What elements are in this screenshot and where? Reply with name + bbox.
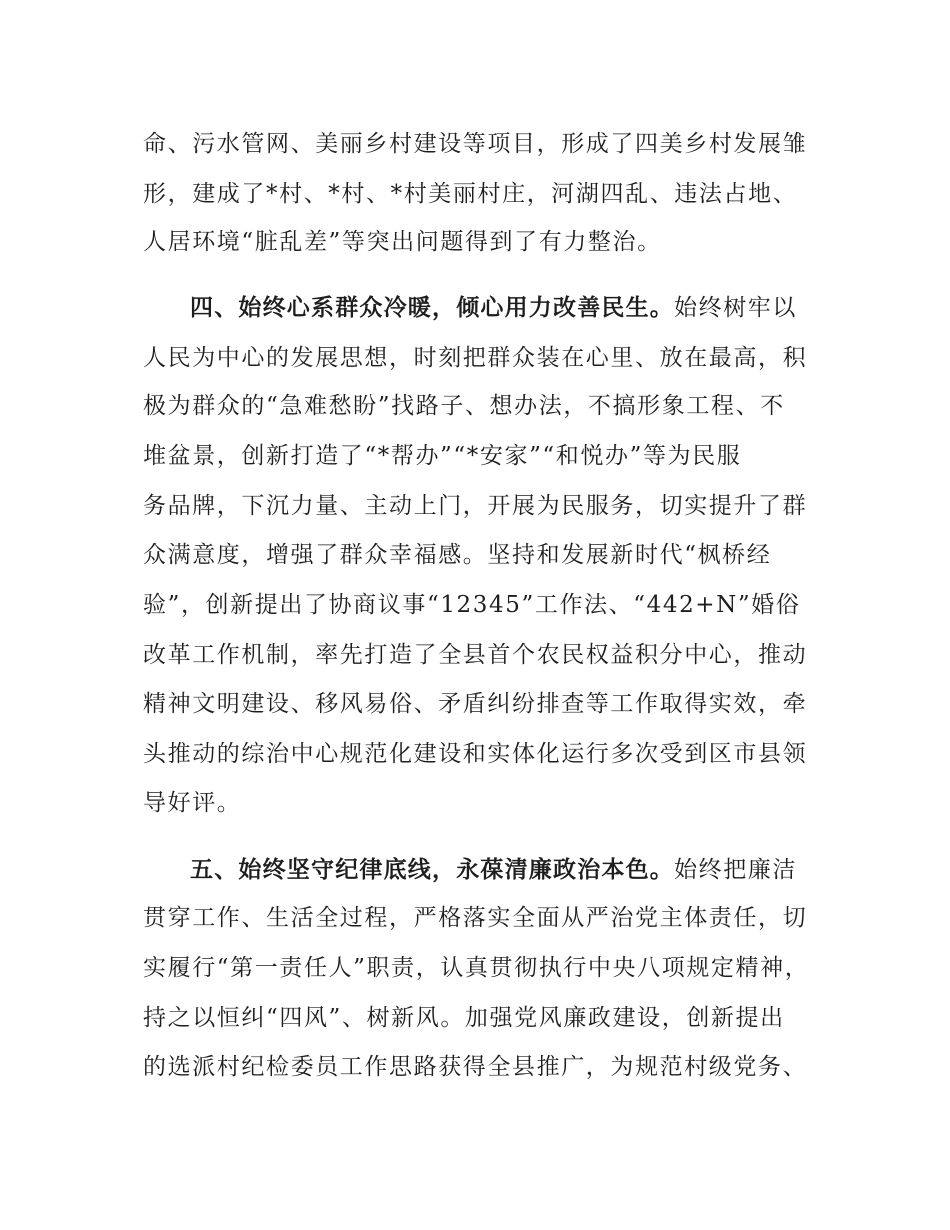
paragraph-2-line-11: 导好评。	[143, 790, 242, 816]
paragraph-1-line-2: 形，建成了*村、*村、*村美丽村庄，河湖四乱、违法占地、	[143, 181, 798, 207]
paragraph-3-line-3: 实履行“第一责任人”职责，认真贯彻执行中央八项规定精神，	[143, 955, 810, 981]
paragraph-3-line-2: 贯穿工作、生活全过程，严格落实全面从严治党主体责任，切	[143, 905, 808, 931]
paragraph-2-line-1-text: 始终树牢以	[674, 295, 797, 321]
section-5-heading: 五、始终坚守纪律底线，永葆清廉政治本色。	[190, 857, 674, 883]
paragraph-3-line-5: 的选派村纪检委员工作思路获得全县推广，为规范村级党务、	[143, 1054, 808, 1080]
paragraph-1-line-1: 命、污水管网、美丽乡村建设等项目，形成了四美乡村发展雏	[143, 131, 808, 157]
paragraph-2-line-8: 改革工作机制，率先打造了全县首个农民权益积分中心，推动	[143, 642, 808, 668]
paragraph-3-line-4: 持之以恒纠“四风”、树新风。加强党风廉政建设，创新提出	[143, 1005, 785, 1031]
paragraph-1-line-3: 人居环境“脏乱差”等突出问题得到了有力整治。	[143, 229, 662, 255]
paragraph-2-line-3: 极为群众的“急难愁盼”找路子、想办法，不搞形象工程、不	[143, 393, 785, 419]
paragraph-2-line-5: 务品牌，下沉力量、主动上门，开展为民服务，切实提升了群	[143, 493, 808, 519]
paragraph-2-line-7: 验”，创新提出了协商议事“12345”工作法、“442+N”婚俗	[143, 592, 801, 618]
paragraph-2-line-2: 人民为中心的发展思想，时刻把群众装在心里、放在最高，积	[143, 345, 808, 371]
paragraph-2-line-4: 堆盆景，创新打造了“*帮办”“*安家”“和悦办”等为民服	[143, 443, 742, 469]
paragraph-2-line-6: 众满意度，增强了群众幸福感。坚持和发展新时代“枫桥经	[143, 542, 772, 568]
paragraph-3-line-1-text: 始终把廉洁	[674, 857, 797, 883]
section-4-heading: 四、始终心系群众冷暖，倾心用力改善民生。	[190, 295, 674, 321]
paragraph-2-line-1	[190, 288, 870, 328]
paragraph-2-line-10: 头推动的综治中心规范化建设和实体化运行多次受到区市县领	[143, 741, 808, 767]
paragraph-2-line-9: 精神文明建设、移风易俗、矛盾纠纷排查等工作取得实效，牵	[143, 691, 808, 717]
paragraph-3-line-1	[190, 850, 870, 890]
